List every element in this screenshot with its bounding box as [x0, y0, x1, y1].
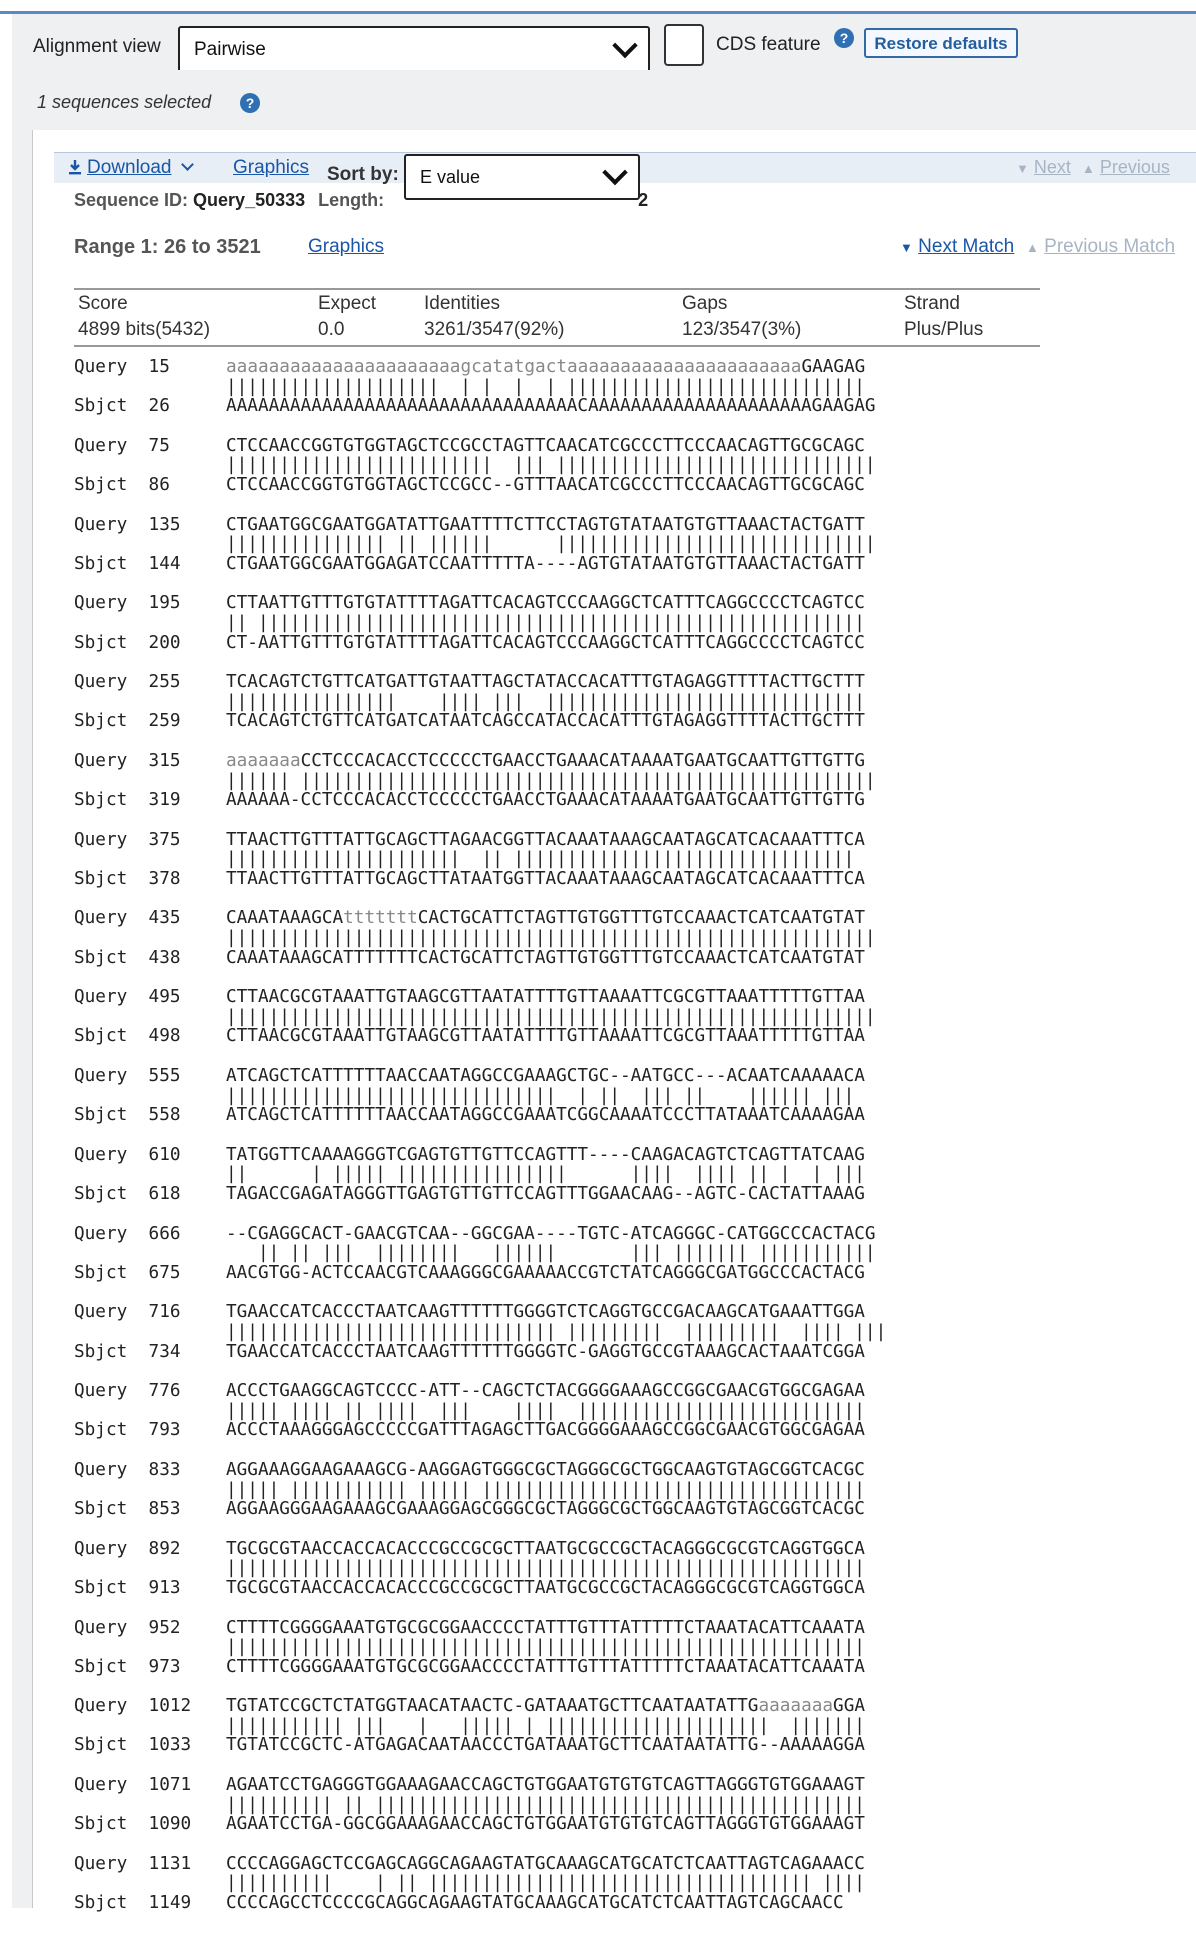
triangle-up-icon: ▲: [1026, 240, 1039, 255]
alignment-block: [74, 1540, 886, 1599]
query-line: [74, 1619, 886, 1639]
subject-line: [74, 1500, 886, 1520]
subject-line: [74, 1421, 886, 1441]
stat-header-gaps: Gaps: [682, 293, 728, 314]
subject-label: Sbjct 86: [74, 474, 170, 495]
query-sequence: ACCCTGAAGGCAGTCCCC-ATT--CAGCTCTACGGGGAAAGCCGGCGAACGTGGCGAGAA: [226, 1381, 865, 1402]
match-line: [74, 1638, 886, 1658]
query-line: [74, 1461, 886, 1481]
subject-sequence: CTGAATGGCGAATGGAGATCCAATTTTTA----AGTGTATAATGTGTTAAACTACTGATT: [226, 553, 865, 574]
match-markers: ||||||||||||||||||||||||| ||| ||||||||||||||||||||||||||||||: [226, 455, 876, 476]
alignment-block: [74, 1382, 886, 1441]
subject-label: Sbjct 259: [74, 711, 181, 732]
query-line: [74, 752, 886, 772]
alignment-display: [74, 358, 886, 1934]
alignment-block: [74, 1697, 886, 1756]
match-line: [74, 929, 886, 949]
query-line: [74, 1303, 886, 1323]
subject-label: Sbjct 853: [74, 1499, 181, 1520]
subject-line: [74, 1658, 886, 1678]
next-button[interactable]: ▼ Next: [1016, 157, 1071, 177]
match-line: [74, 1244, 886, 1264]
stat-header-strand: Strand: [904, 293, 960, 314]
query-sequence: aaaaaaaaaaaaaaaaaaaaaagcatatgactaaaaaaaaaaaaaaaaaaaaaaGAAGAG: [226, 357, 866, 377]
query-line: [74, 1776, 886, 1796]
subject-label: Sbjct 1149: [74, 1893, 192, 1914]
range-graphics-link[interactable]: Graphics: [308, 236, 385, 257]
query-line: [74, 988, 886, 1008]
query-line: [74, 831, 886, 851]
stat-gaps: 123/3547(3%): [682, 319, 802, 340]
query-sequence: TATGGTTCAAAAGGGTCGAGTGTTGTTCCAGTTT----CAAGACAGTCTCAGTTATCAAG: [226, 1144, 865, 1165]
alignment-block: [74, 1619, 886, 1678]
match-line: [74, 1087, 886, 1107]
query-line: [74, 1225, 886, 1245]
query-sequence: CTTAACGCGTAAATTGTAAGCGTTAATATTTTGTTAAAATTCGCGTTAAATTTTTGTTAA: [226, 987, 865, 1008]
query-line: [74, 358, 886, 378]
query-label: Query 1071: [74, 1775, 192, 1796]
match-line: [74, 1165, 886, 1185]
subject-line: [74, 1815, 886, 1835]
alignment-block: [74, 909, 886, 968]
query-sequence: TGTATCCGCTCTATGGTAACATAACTC-GATAAATGCTTCAATAATATTGaaaaaaaGGA: [226, 1696, 865, 1717]
query-sequence: --CGAGGCACT-GAACGTCAA--GGCGAA----TGTC-ATCAGGGC-CATGGCCCACTACG: [226, 1223, 876, 1244]
cds-feature-checkbox[interactable]: [664, 24, 704, 66]
help-icon[interactable]: ?: [834, 28, 854, 48]
query-sequence: CCCCAGGAGCTCCGAGCAGGCAGAAGTATGCAAAGCATGCATCTCAATTAGTCAGAAACC: [226, 1853, 865, 1874]
subject-sequence: AACGTGG-ACTCCAACGTCAAAGGGCGAAAAACCGTCTATCAGGGCGATGGCCCACTACG: [226, 1262, 865, 1283]
subject-line: [74, 1736, 886, 1756]
subject-label: Sbjct 200: [74, 632, 181, 653]
query-line: [74, 516, 886, 536]
subject-label: Sbjct 973: [74, 1656, 181, 1677]
match-line: [74, 850, 886, 870]
match-markers: ||||||||||||||||||||||||||||||| ||||||||| ||||||||| |||| |||: [226, 1321, 887, 1342]
query-line: [74, 1697, 886, 1717]
subject-line: [74, 476, 886, 496]
sort-by-label: Sort by:: [327, 164, 399, 185]
match-markers: |||||| ||||||||||||||||||||||||||||||||||||||||||||||||||||||: [226, 770, 876, 791]
subject-sequence: CCCCAGCCTCCCCGCAGGCAGAAGTATGCAAAGCATGCATCTCAATTAGTCAGCAACC: [226, 1893, 844, 1914]
query-line: [74, 909, 886, 929]
query-label: Query 776: [74, 1381, 181, 1402]
match-markers: ||||| |||| || |||| ||| |||| |||||||||||||||||||||||||||: [226, 1400, 865, 1421]
match-markers: |||||||||| || ||||||||||||||||||||||||||||||||||||||||||||||: [226, 1794, 865, 1815]
stat-header-score: Score: [78, 293, 128, 314]
query-label: Query 315: [74, 750, 181, 771]
match-markers: |||||||||||||||||||||| || ||||||||||||||||||||||||||||||||: [226, 849, 855, 870]
chevron-down-icon: [612, 33, 637, 58]
triangle-down-icon: ▼: [1016, 161, 1029, 176]
query-label: Query 610: [74, 1144, 181, 1165]
query-line: [74, 1146, 886, 1166]
query-line: [74, 1855, 886, 1875]
alignment-block: [74, 1855, 886, 1914]
subject-label: Sbjct 1090: [74, 1814, 192, 1835]
subject-label: Sbjct 618: [74, 1184, 181, 1204]
stat-expect: 0.0: [318, 319, 345, 340]
match-markers: |||||||||||||||||||| | | | | ||||||||||||||||||||||||||||: [226, 376, 865, 397]
stat-header-identities: Identities: [424, 293, 501, 314]
matches-count: 2: [638, 190, 649, 210]
cds-feature-label: CDS feature: [716, 34, 821, 55]
subject-sequence: TCACAGTCTGTTCATGATCATAATCAGCCATACCACATTTGTAGAGGTTTTACTTGCTTT: [226, 711, 865, 732]
match-line: [74, 614, 886, 634]
sequences-selected-text: 1 sequences selected: [37, 92, 212, 112]
subject-line: [74, 1579, 886, 1599]
match-markers: || || ||| |||||||| |||||| ||| ||||||| |||||||||||: [226, 1243, 876, 1264]
subject-sequence: CTTTTCGGGGAAATGTGCGCGGAACCCCTATTTGTTTATTTTTCTAAATACATTCAAATA: [226, 1656, 865, 1677]
stat-strand: Plus/Plus: [904, 319, 984, 340]
query-label: Query 1012: [74, 1696, 192, 1717]
subject-line: [74, 791, 886, 811]
alignment-block: [74, 1146, 886, 1205]
previous-button[interactable]: ▲ Previous: [1082, 157, 1170, 177]
query-label: Query 15: [74, 357, 170, 377]
subject-line: [74, 1894, 886, 1914]
match-markers: |||||||||||||||||||||||||||||||||||||||||||||||||||||||||||||: [226, 1006, 876, 1027]
subject-sequence: TAGACCGAGATAGGGTTGAGTGTTGTTCCAGTTTGGAACAAG--AGTC-CACTATTAAAG: [226, 1184, 865, 1204]
top-border: [0, 0, 1196, 14]
subject-sequence: AGGAAGGGAAGAAAGCGAAAGGAGCGGGCGCTAGGGCGCTGGCAAGTGTAGCGGTCACGC: [226, 1499, 865, 1520]
query-sequence: CTTTTCGGGGAAATGTGCGCGGAACCCCTATTTGTTTATTTTTCTAAATACATTCAAATA: [226, 1617, 865, 1638]
query-sequence: TGCGCGTAACCACCACACCCGCCGCGCTTAATGCGCCGCTACAGGGCGCGTCAGGTGGCA: [226, 1538, 865, 1559]
match-markers: |||||||||| | || |||||||||||||||||||||||||||||||||||| ||||: [226, 1873, 865, 1894]
restore-defaults-button[interactable]: Restore defaults: [864, 28, 1018, 58]
match-line: [74, 456, 886, 476]
query-label: Query 555: [74, 1066, 181, 1087]
alignment-block: [74, 1303, 886, 1362]
match-markers: ||||||||||||||||||||||||||||||||||||||||||||||||||||||||||||: [226, 1637, 865, 1658]
match-line: [74, 1874, 886, 1894]
query-sequence: CTGAATGGCGAATGGATATTGAATTTTCTTCCTAGTGTATAATGTGTTAAACTACTGATT: [226, 514, 865, 535]
match-line: [74, 535, 886, 555]
query-sequence: CTCCAACCGGTGTGGTAGCTCCGCCTAGTTCAACATCGCCCTTCCCAACAGTTGCGCAGC: [226, 435, 865, 456]
query-sequence: AGGAAAGGAAGAAAGCG-AAGGAGTGGGCGCTAGGGCGCTGGCAAGTGTAGCGGTCACGC: [226, 1459, 865, 1480]
query-line: [74, 594, 886, 614]
match-line: [74, 772, 886, 792]
sort-by-value: E value: [420, 167, 481, 187]
query-label: Query 135: [74, 514, 181, 535]
match-line: [74, 1717, 886, 1737]
chevron-down-icon: [602, 160, 627, 185]
match-line: [74, 1481, 886, 1501]
subject-label: Sbjct 793: [74, 1420, 181, 1441]
query-label: Query 892: [74, 1538, 181, 1559]
query-sequence: TCACAGTCTGTTCATGATTGTAATTAGCTATACCACATTTGTAGAGGTTTTACTTGCTTT: [226, 672, 865, 693]
subject-label: Sbjct 1033: [74, 1735, 192, 1756]
query-label: Query 375: [74, 829, 181, 850]
subject-sequence: ATCAGCTCATTTTTTAACCAATAGGCCGAAATCGGCAAAATCCCTTATAAATCAAAAGAA: [226, 1105, 865, 1126]
alignment-block: [74, 358, 886, 417]
subject-sequence: TGAACCATCACCCTAATCAAGTTTTTTGGGGTC-GAGGTGCCGTAAAGCACTAAATCGGA: [226, 1341, 865, 1362]
alignment-stats: [74, 288, 1040, 347]
subject-line: [74, 870, 886, 890]
alignment-block: [74, 1776, 886, 1835]
match-markers: || | ||||| |||||||||||||||| |||| |||| || | | |||: [226, 1164, 865, 1185]
query-sequence: TGAACCATCACCCTAATCAAGTTTTTTGGGGTCTCAGGTGCCGACAAGCATGAAATTGGA: [226, 1302, 865, 1323]
alignment-block: [74, 437, 886, 496]
previous-match-link[interactable]: ▲ Previous Match: [1026, 236, 1176, 257]
subject-label: Sbjct 319: [74, 790, 181, 811]
subject-label: Sbjct 734: [74, 1341, 181, 1362]
query-line: [74, 1540, 886, 1560]
query-label: Query 255: [74, 672, 181, 693]
match-line: [74, 1796, 886, 1816]
match-markers: ||||||||||||||| || |||||| ||||||||||||||||||||||||||||||: [226, 534, 876, 555]
range-title: Range 1: 26 to 3521: [74, 236, 261, 258]
panel-gutter: [12, 130, 32, 1908]
subject-line: [74, 712, 886, 732]
subject-line: [74, 949, 886, 969]
subject-sequence: TGCGCGTAACCACCACACCCGCCGCGCTTAATGCGCCGCTACAGGGCGCGTCAGGTGGCA: [226, 1577, 865, 1598]
help-icon[interactable]: ?: [240, 93, 260, 113]
match-markers: ||||||||||||||||||||||||||||||||||||||||||||||||||||||||||||: [226, 1558, 865, 1579]
query-line: [74, 1382, 886, 1402]
subject-line: [74, 634, 886, 654]
query-sequence: ATCAGCTCATTTTTTAACCAATAGGCCGAAAGCTGC--AATGCC---ACAATCAAAAACA: [226, 1066, 865, 1087]
query-label: Query 195: [74, 593, 181, 614]
subject-sequence: AGAATCCTGA-GGCGGAAAGAACCAGCTGTGGAATGTGTGTCAGTTAGGGTGTGGAAAGT: [226, 1814, 865, 1835]
match-line: [74, 378, 886, 398]
match-line: [74, 1559, 886, 1579]
subject-line: [74, 1264, 886, 1284]
alignment-block: [74, 1225, 886, 1284]
query-sequence: AGAATCCTGAGGGTGGAAAGAACCAGCTGTGGAATGTGTGTCAGTTAGGGTGTGGAAAGT: [226, 1775, 865, 1796]
alignment-view-select[interactable]: [178, 26, 650, 74]
query-sequence: CTTAATTGTTTGTGTATTTTAGATTCACAGTCCCAAGGCTCATTTCAGGCCCCTCAGTCC: [226, 593, 865, 614]
download-menu[interactable]: [68, 157, 192, 179]
query-label: Query 833: [74, 1459, 181, 1480]
match-line: [74, 693, 886, 713]
query-sequence: CAAATAAAGCAtttttttCACTGCATTCTAGTTGTGGTTTGTCCAAACTCATCAATGTAT: [226, 908, 865, 929]
subject-label: Sbjct 144: [74, 553, 181, 574]
match-markers: || |||||||||||||||||||||||||||||||||||||||||||||||||||||||||: [226, 612, 865, 633]
match-line: [74, 1402, 886, 1422]
match-markers: |||||||||||||||||||||||||||||||||||||||||||||||||||||||||||||: [226, 928, 876, 949]
subject-line: [74, 1185, 886, 1205]
subject-sequence: CT-AATTGTTTGTGTATTTTAGATTCACAGTCCCAAGGCTCATTTCAGGCCCCTCAGTCC: [226, 632, 865, 653]
query-label: Query 952: [74, 1617, 181, 1638]
alignment-view-label: Alignment view: [33, 36, 161, 57]
subject-line: [74, 1343, 886, 1363]
subject-label: Sbjct 378: [74, 868, 181, 889]
query-label: Query 1131: [74, 1853, 192, 1874]
triangle-down-icon: ▼: [900, 240, 913, 255]
query-label: Query 75: [74, 435, 170, 456]
alignment-block: [74, 988, 886, 1047]
graphics-link[interactable]: Graphics: [233, 157, 310, 178]
stat-identities: 3261/3547(92%): [424, 319, 565, 340]
subject-sequence: CTTAACGCGTAAATTGTAAGCGTTAATATTTTGTTAAAATTCGCGTTAAATTTTTGTTAA: [226, 1026, 865, 1047]
query-sequence: aaaaaaaCCTCCCACACCTCCCCCTGAACCTGAAACATAAAATGAATGCAATTGTTGTTG: [226, 750, 865, 771]
subject-label: Sbjct 558: [74, 1105, 181, 1126]
alignment-view-value: Pairwise: [194, 39, 266, 60]
subject-line: [74, 1027, 886, 1047]
subject-label: Sbjct 913: [74, 1577, 181, 1598]
subject-line: [74, 555, 886, 575]
subject-line: [74, 1106, 886, 1126]
alignment-block: [74, 673, 886, 732]
subject-sequence: AAAAAA-CCTCCCACACCTCCCCCTGAACCTGAAACATAAAATGAATGCAATTGTTGTTG: [226, 790, 865, 811]
subject-sequence: AAAAAAAAAAAAAAAAAAAAAAAAAAAAAAAAACAAAAAAAAAAAAAAAAAAAAAGAAGAG: [226, 396, 876, 417]
triangle-up-icon: ▲: [1082, 161, 1095, 176]
subject-label: Sbjct 438: [74, 947, 181, 968]
subject-label: Sbjct 498: [74, 1026, 181, 1047]
match-markers: |||||||||||||||| |||| ||| ||||||||||||||||||||||||||||||: [226, 691, 865, 712]
subject-sequence: ACCCTAAAGGGAGCCCCCGATTTAGAGCTTGACGGGGAAAGCCGGCGAACGTGGCGAGAA: [226, 1420, 865, 1441]
subject-label: Sbjct 675: [74, 1262, 181, 1283]
alignment-block: [74, 516, 886, 575]
query-sequence: TTAACTTGTTTATTGCAGCTTAGAACGGTTACAAATAAAGCAATAGCATCACAAATTTCA: [226, 829, 865, 850]
query-label: Query 495: [74, 987, 181, 1008]
next-match-link[interactable]: ▼ Next Match: [900, 236, 1015, 257]
match-line: [74, 1008, 886, 1028]
alignment-block: [74, 1461, 886, 1520]
alignment-block: [74, 831, 886, 890]
query-label: Query 435: [74, 908, 181, 929]
sequence-id: Query_50333: [193, 190, 306, 210]
match-markers: ||||||||||||||||||||||||||||||| | || ||| || |||||| |||: [226, 1085, 855, 1106]
chevron-down-icon: [181, 158, 194, 171]
subject-line: [74, 397, 886, 417]
match-line: [74, 1323, 886, 1343]
download-label: Download: [87, 157, 172, 178]
match-markers: ||||||||||| ||| | ||||| | ||||||||||||||||||||| |||||||: [226, 1715, 865, 1736]
alignment-block: [74, 1067, 886, 1126]
query-label: Query 716: [74, 1302, 181, 1323]
download-icon: [68, 159, 82, 175]
sequence-info: Sequence ID: Query_50333 Length: 2: [74, 190, 649, 210]
query-line: [74, 1067, 886, 1087]
alignment-block: [74, 594, 886, 653]
subject-sequence: CAAATAAAGCATTTTTTTCACTGCATTCTAGTTGTGGTTTGTCCAAACTCATCAATGTAT: [226, 947, 865, 968]
subject-sequence: CTCCAACCGGTGTGGTAGCTCCGCC--GTTTAACATCGCCCTTCCCAACAGTTGCGCAGC: [226, 474, 865, 495]
stat-score: 4899 bits(5432): [78, 319, 211, 340]
query-label: Query 666: [74, 1223, 181, 1244]
subject-label: Sbjct 26: [74, 396, 170, 417]
stat-header-expect: Expect: [318, 293, 377, 314]
match-markers: ||||| ||||||||||| ||||| ||||||||||||||||||||||||||||||||||||: [226, 1479, 865, 1500]
subject-sequence: TGTATCCGCTC-ATGAGACAATAACCCTGATAAATGCTTCAATAATATTG--AAAAAGGA: [226, 1735, 865, 1756]
alignment-block: [74, 752, 886, 811]
query-line: [74, 673, 886, 693]
query-line: [74, 437, 886, 457]
subject-sequence: TTAACTTGTTTATTGCAGCTTATAATGGTTACAAATAAAGCAATAGCATCACAAATTTCA: [226, 868, 865, 889]
